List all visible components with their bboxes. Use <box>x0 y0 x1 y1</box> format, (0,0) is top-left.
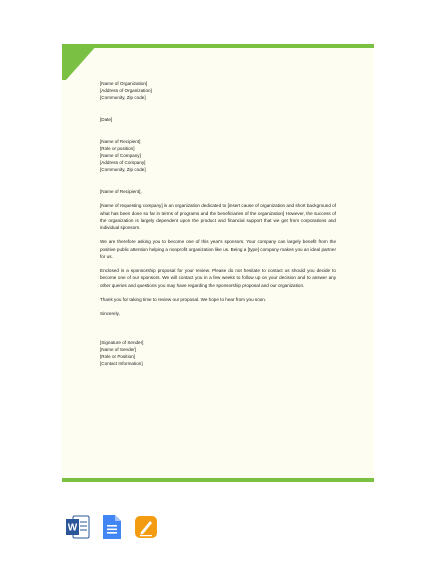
svg-text:W: W <box>67 522 78 534</box>
sender-line: [Name of Organization] <box>100 81 148 86</box>
recipient-address <box>100 138 336 174</box>
body-paragraph: We are therefore asking you to become one of this year's sponsors. Your company can largely benefit from the positive public attention helping a nonprofit organization like us. Being a [type] company makes you an ideal partner for us. <box>100 239 336 259</box>
corner-accent <box>62 44 98 80</box>
signature-line: [Name of Sender] <box>100 346 137 352</box>
word-icon[interactable] <box>66 514 90 540</box>
sender-line: [Address of Organization] <box>100 88 152 94</box>
body-paragraph: [Name of requesting company] is an organization dedicated to [insert cause of organization and short background of what has been done so far in terms of programs and the beneficiaries of the organization] However, the success of the organization is largely dependent upon the product and financial support that we get from corporations and individual sponsors. <box>100 203 336 230</box>
letter-body <box>100 80 336 375</box>
recipient-line: [Name of Company] <box>100 152 141 158</box>
recipient-line: [Address of Company] <box>100 160 146 166</box>
signature-line: [Contact Information] <box>100 361 143 367</box>
recipient-line: [Community, Zip code] <box>100 167 146 173</box>
recipient-line: [Name of Recipient] <box>100 138 141 144</box>
recipient-line: [Role or position] <box>100 145 135 151</box>
bottom-accent-stripe <box>62 478 374 482</box>
sender-line: [Community, Zip code] <box>100 95 146 101</box>
body-paragraph: Enclosed is a sponsorship proposal for your review. Please do not hesitate to contact us should you decide to become one of our sponsors. We will contact you in a few weeks to follow up on your decision and to answer any other queries and questions you may have regarding the sponsorship proposal and our organization. <box>100 268 336 288</box>
format-icons <box>66 514 158 540</box>
top-accent-stripe <box>62 44 374 48</box>
closing: Sincerely, <box>100 311 120 317</box>
pages-icon[interactable] <box>134 514 158 540</box>
body-paragraph: Thank you for taking time to review our proposal. We hope to hear from you soon. <box>100 296 267 302</box>
date-line <box>100 116 336 123</box>
signature-line: [Role or Position] <box>100 354 135 360</box>
salutation: [Name of Recipient], <box>100 188 142 194</box>
signature-line: [Signature of Sender] <box>100 339 144 345</box>
sender-address <box>100 80 336 102</box>
google-docs-icon[interactable] <box>100 514 124 540</box>
date-text: [Date] <box>100 116 113 122</box>
signature-block <box>100 339 336 368</box>
